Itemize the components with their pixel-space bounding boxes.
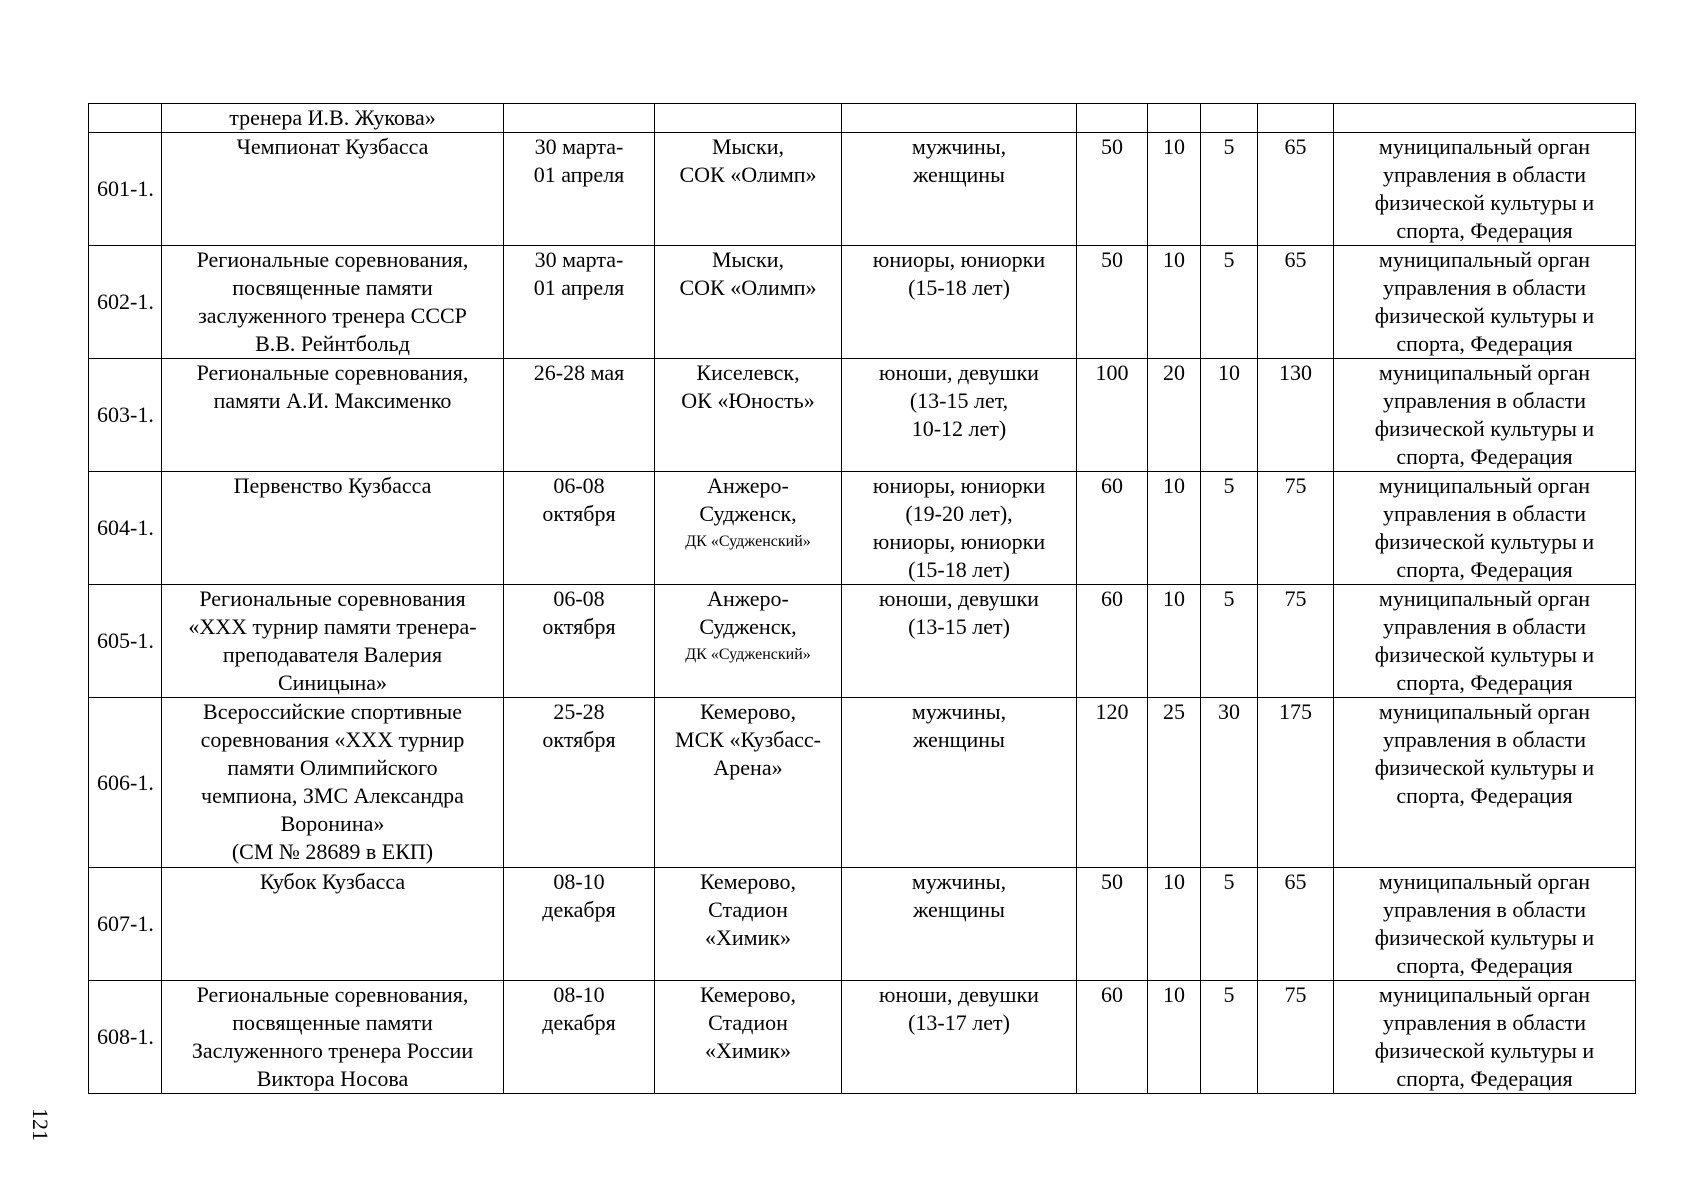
cell-venue xyxy=(655,133,842,246)
venue-line: МСК «Кузбасс- xyxy=(675,727,821,752)
cell-trainers: 25 xyxy=(1148,698,1201,868)
cell-event xyxy=(162,359,504,472)
cell-trainers: 10 xyxy=(1148,472,1201,585)
date-line: 06-08 xyxy=(553,586,605,611)
cell-total: 75 xyxy=(1258,585,1334,698)
cell-event xyxy=(162,981,504,1094)
cell-dates xyxy=(504,246,655,359)
venue-line: СОК «Олимп» xyxy=(679,275,817,300)
venue-line: Кемерово, xyxy=(699,982,797,1007)
cell-participants xyxy=(842,585,1077,698)
cell-participants xyxy=(842,868,1077,981)
date-line: 26-28 мая xyxy=(533,360,625,385)
organizer-line: муниципальный орган xyxy=(1378,699,1591,724)
date-line: 08-10 xyxy=(553,982,605,1007)
cell-organizer xyxy=(1334,246,1636,359)
event-line: В.В. Рейнтбольд xyxy=(255,331,410,356)
organizer-line: муниципальный орган xyxy=(1378,360,1591,385)
cell-dates xyxy=(504,698,655,868)
cell-judges: 5 xyxy=(1201,868,1258,981)
cell-event xyxy=(162,246,504,359)
cell-total: 65 xyxy=(1258,246,1334,359)
cell-dates xyxy=(504,472,655,585)
participants-line: юноши, девушки xyxy=(879,586,1039,611)
cell-event xyxy=(162,868,504,981)
organizer-line: управления в области xyxy=(1383,275,1586,300)
venue-line: «Химик» xyxy=(704,925,792,950)
cell-judges: 5 xyxy=(1201,585,1258,698)
events-table-body xyxy=(89,104,1636,1094)
venue-line: Судженск, xyxy=(699,501,797,526)
table-row xyxy=(89,472,1636,585)
table-row xyxy=(89,246,1636,359)
event-line: тренера И.В. Жукова» xyxy=(229,105,436,130)
event-line: памяти Олимпийского xyxy=(227,755,438,780)
venue-line: Мыски, xyxy=(711,134,785,159)
cell-judges: 5 xyxy=(1201,472,1258,585)
cell-total: 175 xyxy=(1258,698,1334,868)
organizer-line: муниципальный орган xyxy=(1378,982,1591,1007)
event-line: посвященные памяти xyxy=(232,275,433,300)
cell-athletes: 50 xyxy=(1077,246,1148,359)
participants-line: женщины xyxy=(913,727,1005,752)
cell-venue xyxy=(655,359,842,472)
cell-event xyxy=(162,472,504,585)
cell-trainers: 10 xyxy=(1148,133,1201,246)
organizer-line: спорта, Федерация xyxy=(1396,953,1573,978)
participants-line: (15-18 лет) xyxy=(908,275,1010,300)
event-line: Синицына» xyxy=(277,670,388,695)
cell-athletes: 60 xyxy=(1077,585,1148,698)
participants-line: (19-20 лет), xyxy=(905,501,1013,526)
table-row xyxy=(89,868,1636,981)
organizer-line: физической культуры и xyxy=(1374,1038,1595,1063)
participants-line: (13-17 лет) xyxy=(908,1010,1010,1035)
cell-participants xyxy=(842,359,1077,472)
organizer-line: управления в области xyxy=(1383,388,1586,413)
organizer-line: физической культуры и xyxy=(1374,190,1595,215)
date-line: декабря xyxy=(542,1010,616,1035)
organizer-line: спорта, Федерация xyxy=(1396,1066,1573,1091)
participants-line: (13-15 лет) xyxy=(908,614,1010,639)
organizer-line: муниципальный орган xyxy=(1378,869,1591,894)
venue-line: Стадион xyxy=(708,1010,788,1035)
cell-athletes: 50 xyxy=(1077,868,1148,981)
cell-venue xyxy=(655,698,842,868)
organizer-line: муниципальный орган xyxy=(1378,586,1591,611)
cell-num: 608-1. xyxy=(89,981,162,1094)
cell-total: 75 xyxy=(1258,472,1334,585)
organizer-line: спорта, Федерация xyxy=(1396,783,1573,808)
venue-line: Стадион xyxy=(708,897,788,922)
cell-num: 602-1. xyxy=(89,246,162,359)
event-line: чемпиона, ЗМС Александра xyxy=(201,783,464,808)
cell-num: 607-1. xyxy=(89,868,162,981)
organizer-line: управления в области xyxy=(1383,727,1586,752)
organizer-line: спорта, Федерация xyxy=(1396,670,1573,695)
participants-line: женщины xyxy=(913,162,1005,187)
cell-organizer xyxy=(1334,585,1636,698)
cell-venue xyxy=(655,981,842,1094)
cell-dates xyxy=(504,133,655,246)
cell-trainers: 10 xyxy=(1148,246,1201,359)
event-line: Виктора Носова xyxy=(256,1066,409,1091)
participants-line: 10-12 лет) xyxy=(911,416,1007,441)
event-line: Заслуженного тренера России xyxy=(191,1038,474,1063)
venue-line: ОК «Юность» xyxy=(681,388,815,413)
cell-venue xyxy=(655,246,842,359)
venue-line: Анжеро- xyxy=(707,473,789,498)
venue-small-line: ДК «Судженский» xyxy=(685,533,811,550)
cell-athletes: 60 xyxy=(1077,472,1148,585)
cell-judges: 5 xyxy=(1201,246,1258,359)
participants-line: юниоры, юниорки xyxy=(872,529,1046,554)
organizer-line: управления в области xyxy=(1383,897,1586,922)
cell-event xyxy=(162,585,504,698)
cell-trainers: 10 xyxy=(1148,868,1201,981)
cell-dates xyxy=(504,359,655,472)
cell-venue xyxy=(655,868,842,981)
participants-line: юниоры, юниорки xyxy=(872,247,1046,272)
venue-line: Арена» xyxy=(713,755,783,780)
date-line: 30 марта- xyxy=(534,134,624,159)
organizer-line: муниципальный орган xyxy=(1378,473,1591,498)
cell-num: 606-1. xyxy=(89,698,162,868)
event-line: (СМ № 28689 в ЕКП) xyxy=(231,839,434,864)
cell-participants xyxy=(842,981,1077,1094)
event-line: Всероссийские спортивные xyxy=(203,699,462,724)
organizer-line: спорта, Федерация xyxy=(1396,218,1573,243)
event-line: Первенство Кузбасса xyxy=(233,473,432,498)
cell-event xyxy=(162,104,504,133)
cell-organizer xyxy=(1334,868,1636,981)
cell-judges: 10 xyxy=(1201,359,1258,472)
cell-event xyxy=(162,133,504,246)
event-line: Региональные соревнования, xyxy=(196,360,469,385)
participants-line: (15-18 лет) xyxy=(908,557,1010,582)
event-line: Региональные соревнования, xyxy=(196,247,469,272)
table-row xyxy=(89,698,1636,868)
cell-athletes: 120 xyxy=(1077,698,1148,868)
participants-line: мужчины, xyxy=(911,869,1007,894)
events-table xyxy=(88,103,1636,1094)
participants-line: женщины xyxy=(913,897,1005,922)
venue-line: Судженск, xyxy=(699,614,797,639)
cell-organizer xyxy=(1334,359,1636,472)
date-line: 08-10 xyxy=(553,869,605,894)
cell-dates xyxy=(504,981,655,1094)
venue-line: Кемерово, xyxy=(699,699,797,724)
cell-organizer xyxy=(1334,472,1636,585)
organizer-line: физической культуры и xyxy=(1374,416,1595,441)
venue-line: СОК «Олимп» xyxy=(679,162,817,187)
table-row xyxy=(89,981,1636,1094)
organizer-line: управления в области xyxy=(1383,162,1586,187)
venue-line: Киселевск, xyxy=(696,360,800,385)
cell-num: 605-1. xyxy=(89,585,162,698)
organizer-line: физической культуры и xyxy=(1374,925,1595,950)
organizer-line: физической культуры и xyxy=(1374,303,1595,328)
organizer-line: управления в области xyxy=(1383,614,1586,639)
cell-organizer xyxy=(1334,133,1636,246)
participants-line: (13-15 лет, xyxy=(909,388,1009,413)
event-line: преподавателя Валерия xyxy=(222,642,443,667)
venue-line: Анжеро- xyxy=(707,586,789,611)
cell-participants xyxy=(842,246,1077,359)
event-line: заслуженного тренера СССР xyxy=(198,303,467,328)
organizer-line: муниципальный орган xyxy=(1378,134,1591,159)
participants-line: мужчины, xyxy=(911,134,1007,159)
cell-judges: 30 xyxy=(1201,698,1258,868)
event-line: Чемпионат Кузбасса xyxy=(236,134,429,159)
cell-num: 601-1. xyxy=(89,133,162,246)
cell-trainers: 10 xyxy=(1148,585,1201,698)
event-line: соревнования «XXX турнир xyxy=(200,727,465,752)
venue-line: Мыски, xyxy=(711,247,785,272)
date-line: 06-08 xyxy=(553,473,605,498)
cell-participants xyxy=(842,698,1077,868)
date-line: 25-28 xyxy=(553,699,605,724)
date-line: 30 марта- xyxy=(534,247,624,272)
event-line: Региональные соревнования, xyxy=(196,982,469,1007)
cell-organizer xyxy=(1334,698,1636,868)
date-line: октября xyxy=(542,501,616,526)
event-line: посвященные памяти xyxy=(232,1010,433,1035)
cell-total: 65 xyxy=(1258,868,1334,981)
organizer-line: спорта, Федерация xyxy=(1396,331,1573,356)
cell-event xyxy=(162,698,504,868)
event-line: Воронина» xyxy=(280,811,385,836)
cell-judges: 5 xyxy=(1201,133,1258,246)
cell-dates xyxy=(504,868,655,981)
cell-num: 604-1. xyxy=(89,472,162,585)
date-line: октября xyxy=(542,727,616,752)
cell-total: 75 xyxy=(1258,981,1334,1094)
organizer-line: спорта, Федерация xyxy=(1396,444,1573,469)
organizer-line: управления в области xyxy=(1383,501,1586,526)
participants-line: юноши, девушки xyxy=(879,360,1039,385)
date-line: октября xyxy=(542,614,616,639)
cell-participants xyxy=(842,133,1077,246)
event-line: памяти А.И. Максименко xyxy=(213,388,452,413)
table-row xyxy=(89,133,1636,246)
organizer-line: физической культуры и xyxy=(1374,755,1595,780)
cell-dates xyxy=(504,585,655,698)
cell-trainers: 20 xyxy=(1148,359,1201,472)
cell-venue xyxy=(655,585,842,698)
participants-line: юноши, девушки xyxy=(879,982,1039,1007)
event-line: «XXX турнир памяти тренера- xyxy=(188,614,477,639)
cell-venue xyxy=(655,472,842,585)
cell-organizer xyxy=(1334,981,1636,1094)
venue-small-line: ДК «Судженский» xyxy=(685,646,811,663)
event-line: Региональные соревнования xyxy=(199,586,466,611)
cell-num xyxy=(89,104,162,133)
cell-total: 65 xyxy=(1258,133,1334,246)
cell-athletes: 60 xyxy=(1077,981,1148,1094)
cell-participants xyxy=(842,472,1077,585)
organizer-line: спорта, Федерация xyxy=(1396,557,1573,582)
table-row xyxy=(89,359,1636,472)
participants-line: юниоры, юниорки xyxy=(872,473,1046,498)
table-row-continuation xyxy=(89,104,1636,133)
date-line: декабря xyxy=(542,897,616,922)
venue-line: Кемерово, xyxy=(699,869,797,894)
organizer-line: физической культуры и xyxy=(1374,529,1595,554)
page-number: 121 xyxy=(28,1108,53,1141)
date-line: 01 апреля xyxy=(533,275,625,300)
organizer-line: управления в области xyxy=(1383,1010,1586,1035)
organizer-line: физической культуры и xyxy=(1374,642,1595,667)
table-row xyxy=(89,585,1636,698)
event-line: Кубок Кузбасса xyxy=(259,869,406,894)
venue-line: «Химик» xyxy=(704,1038,792,1063)
date-line: 01 апреля xyxy=(533,162,625,187)
cell-trainers: 10 xyxy=(1148,981,1201,1094)
cell-athletes: 50 xyxy=(1077,133,1148,246)
cell-num: 603-1. xyxy=(89,359,162,472)
cell-judges: 5 xyxy=(1201,981,1258,1094)
cell-athletes: 100 xyxy=(1077,359,1148,472)
cell-total: 130 xyxy=(1258,359,1334,472)
organizer-line: муниципальный орган xyxy=(1378,247,1591,272)
participants-line: мужчины, xyxy=(911,699,1007,724)
